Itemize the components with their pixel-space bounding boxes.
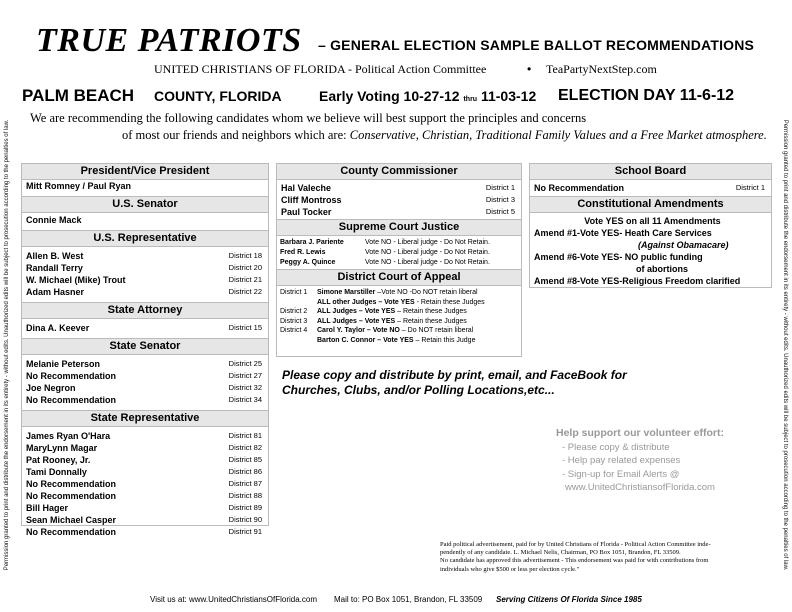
- help-website-link[interactable]: www.UnitedChristiansofFlorida.com: [565, 482, 715, 493]
- early-voting-thru: thru: [463, 96, 478, 103]
- amendments-all: Vote YES on all 11 Amendments: [584, 216, 721, 226]
- section-us-representative-header: U.S. Representative: [22, 230, 268, 247]
- candidate-row: MaryLynn Magar District 82: [26, 443, 262, 453]
- county-name: PALM BEACH: [22, 86, 135, 105]
- right-permission-notice: Permission granted to print and distribute the endorsement in its entirety - without edits. Unauthorized edits will be subject to prosecution according to the penalties of law.: [782, 119, 788, 571]
- candidate-row: No Recommendation District 87: [26, 479, 262, 489]
- paid-advertisement-disclaimer: Paid political advertisement, paid for by United Christians of Florida - Political Action Committee inde- pendently of any candidate. L. Michael Nelis, Chairman, PO Box 1051, Brandon, FL 33509. No candidate has approved this advertisement - This endorsement was paid for with contributions from individuals who give $500 or less per election cycle.": [440, 541, 711, 573]
- candidate-row: No Recommendation District 27: [26, 371, 262, 381]
- candidate-row: Dina A. Keever District 15: [26, 323, 262, 333]
- left-permission-notice: Permission granted to print and distribute the endorsement in its entirety - without edits. Unauthorized edits will be subject to prosecution according to the penalties of law.: [4, 119, 10, 571]
- early-voting-end: 11-03-12: [480, 88, 537, 104]
- county-state: COUNTY, FLORIDA: [154, 88, 282, 104]
- candidate-row: No Recommendation District 91: [26, 527, 262, 537]
- candidate-row: Bill Hager District 89: [26, 503, 262, 513]
- candidate-row: Melanie Peterson District 25: [26, 359, 262, 369]
- help-item: - Please copy & distribute: [562, 441, 670, 453]
- judge-row: Fred R. Lewis Vote NO - Liberal judge - Do Not Retain.: [280, 249, 490, 256]
- page-subtitle: – GENERAL ELECTION SAMPLE BALLOT RECOMMENDATIONS: [318, 37, 755, 53]
- candidate-row: Sean Michael Casper District 90: [26, 515, 262, 525]
- appeal-row: Barton C. Connor – Vote YES – Retain this Judge: [317, 336, 476, 344]
- candidate-row: No Recommendation District 34: [26, 395, 262, 405]
- federal-state-races-box: [21, 163, 269, 537]
- amendment-8: Amend #8-Vote YES-Religious Freedom clarified: [534, 276, 741, 286]
- amendment-1-note: (Against Obamacare): [638, 240, 729, 250]
- amendment-1: Amend #1-Vote YES- Heath Care Services: [534, 228, 712, 238]
- organization-name: UNITED CHRISTIANS OF FLORIDA - Political Action Committee: [154, 62, 487, 76]
- section-senator-header: U.S. Senator: [22, 196, 268, 213]
- section-president-header: President/Vice President: [22, 164, 268, 180]
- intro-line-2: [122, 128, 767, 143]
- copy-distribute-notice: Please copy and distribute by print, email, and FaceBook for Churches, Clubs, and/or Polling Locations,etc...: [282, 368, 627, 397]
- candidate-row: Adam Hasner District 22: [26, 287, 262, 297]
- section-supreme-court-header: Supreme Court Justice: [277, 219, 521, 236]
- intro-line-1: We are recommending the following candidates whom we believe will best support the principles and concerns: [30, 111, 587, 125]
- candidate-row: No Recommendation District 88: [26, 491, 262, 501]
- candidate-row: Hal Valeche District 1: [281, 183, 515, 193]
- help-heading: Help support our volunteer effort:: [556, 427, 724, 439]
- appeal-row: ALL other Judges – Vote YES - Retain these Judges: [317, 298, 485, 306]
- school-amendments-box: [529, 163, 772, 288]
- amendment-6: Amend #6-Vote YES- NO public funding: [534, 252, 703, 262]
- bullet-separator: •: [527, 62, 532, 76]
- section-school-board-header: School Board: [530, 164, 771, 180]
- organization-website: TeaPartyNextStep.com: [546, 62, 657, 76]
- section-state-representative-header: State Representative: [22, 410, 268, 427]
- candidate-row: Allen B. West District 18: [26, 251, 262, 261]
- footer-mailing-address: Mail to: PO Box 1051, Brandon, FL 33509: [334, 595, 483, 604]
- section-district-court-header: District Court of Appeal: [277, 269, 521, 286]
- help-item: - Help pay related expenses: [562, 455, 681, 466]
- section-amendments-header: Constitutional Amendments: [530, 196, 771, 213]
- intro-line-2-values: Conservative, Christian, Traditional Family Values and a Free Market atmosphere.: [349, 128, 767, 142]
- county-judicial-races-box: [276, 163, 522, 357]
- intro-line-2-plain: of most our friends and neighbors which are:: [122, 128, 347, 142]
- candidate-row: No Recommendation District 1: [534, 183, 765, 193]
- footer-website[interactable]: Visit us at: www.UnitedChristiansOfFlorida.com: [150, 595, 318, 604]
- help-item: - Sign-up for Email Alerts @: [562, 468, 680, 480]
- judge-row: Peggy A. Quince Vote NO - Liberal judge - Do Not Retain.: [280, 259, 490, 266]
- appeal-row: District 4 Carol Y. Taylor – Vote NO – Do NOT retain liberal: [280, 327, 474, 334]
- candidate-row: Mitt Romney / Paul Ryan: [26, 181, 132, 191]
- appeal-row: District 2 ALL Judges – Vote YES – Retain these Judges: [280, 308, 467, 315]
- footer-serving: Serving Citizens Of Florida Since 1985: [496, 595, 642, 604]
- candidate-row: Pat Rooney, Jr. District 85: [26, 455, 262, 465]
- appeal-row: District 3 ALL Judges – Vote YES – Retain these Judges: [280, 317, 467, 325]
- candidate-row: Connie Mack: [26, 215, 82, 225]
- candidate-row: Randall Terry District 20: [26, 263, 262, 273]
- candidate-row: Joe Negron District 32: [26, 383, 262, 393]
- candidate-row: Tami Donnally District 86: [26, 467, 262, 477]
- appeal-row: District 1 Simone Marstiller –Vote NO -Do NOT retain liberal: [280, 289, 478, 296]
- help-support-block: [530, 427, 750, 495]
- early-voting-start: Early Voting 10-27-12: [319, 88, 460, 104]
- amendment-6-note: of abortions: [636, 264, 688, 274]
- candidate-row: Paul Tocker District 5: [281, 207, 515, 217]
- early-voting-dates: [319, 88, 536, 104]
- section-state-attorney-header: State Attorney: [22, 302, 268, 319]
- section-county-commissioner-header: County Commissioner: [277, 164, 521, 180]
- page-title: TRUE PATRIOTS: [36, 22, 302, 59]
- election-day: ELECTION DAY 11-6-12: [558, 87, 735, 104]
- candidate-row: James Ryan O'Hara District 81: [26, 431, 262, 441]
- section-state-senator-header: State Senator: [22, 338, 268, 355]
- candidate-row: W. Michael (Mike) Trout District 21: [26, 275, 262, 285]
- judge-row: Barbara J. Pariente Vote NO - Liberal judge - Do Not Retain.: [280, 239, 490, 246]
- candidate-row: Cliff Montross District 3: [281, 195, 515, 205]
